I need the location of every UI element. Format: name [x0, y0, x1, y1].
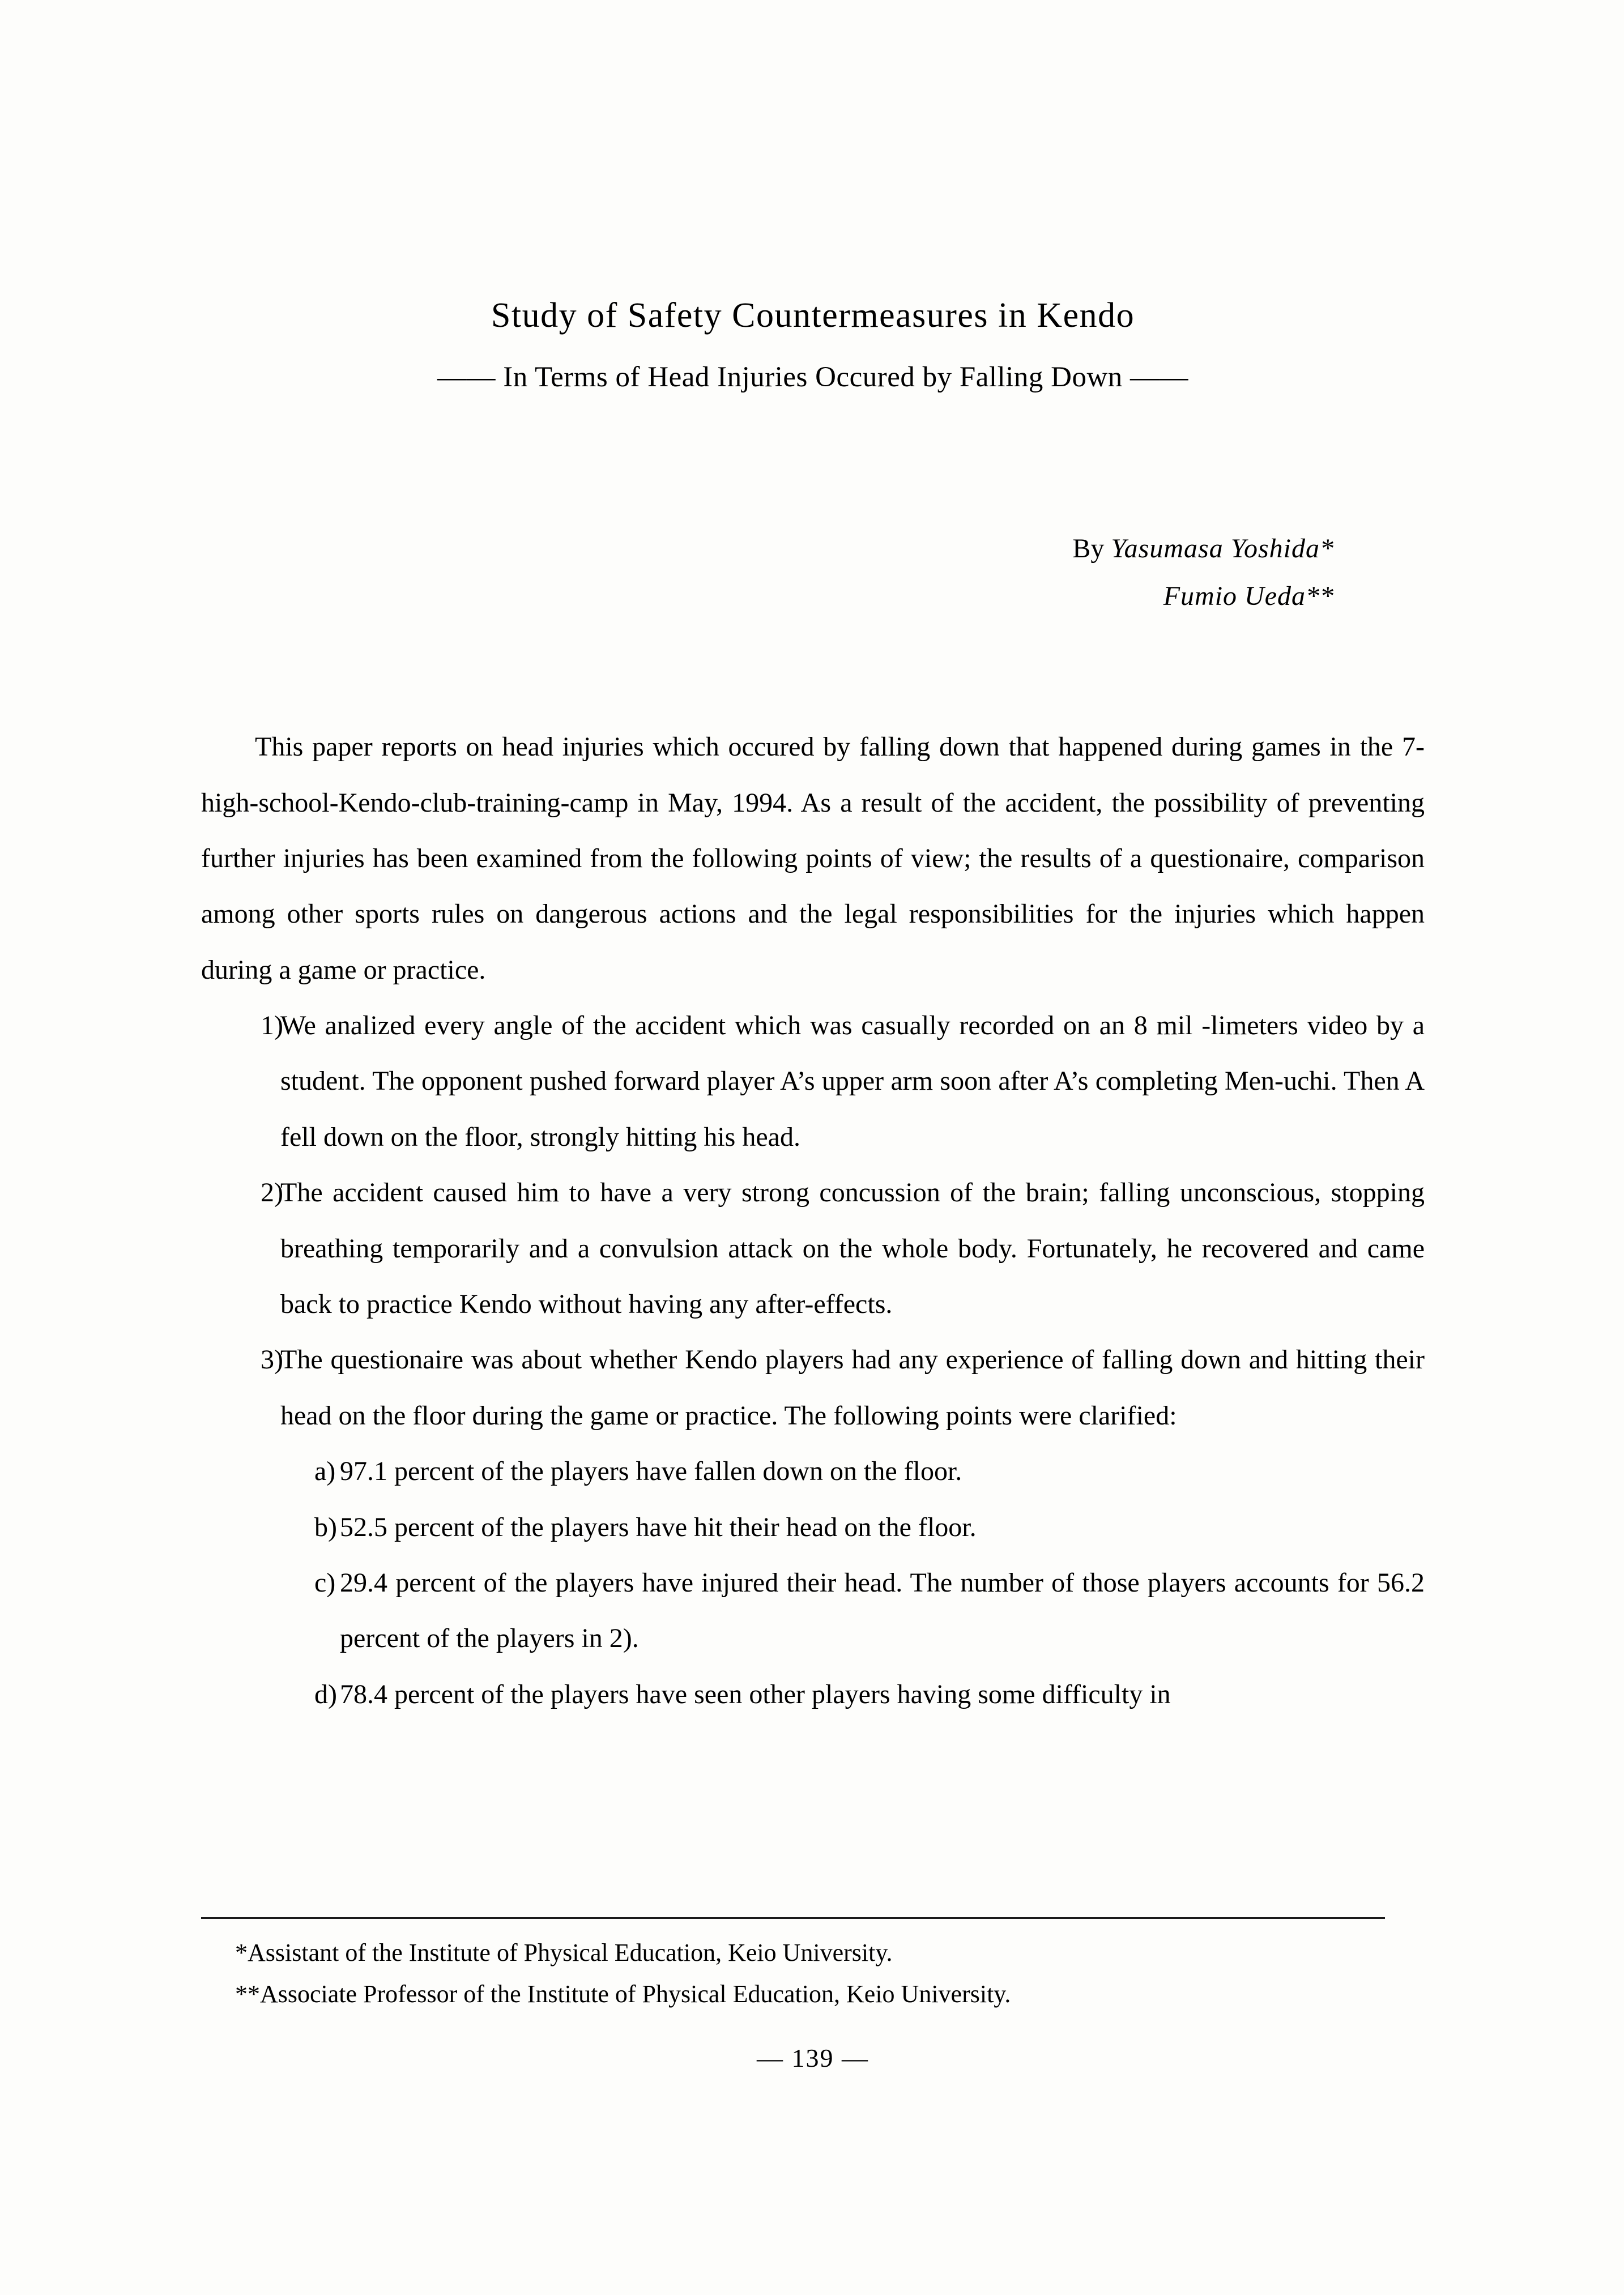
lettered-item-a-text: 97.1 percent of the players have fallen down on the floor.: [340, 1456, 962, 1487]
numbered-item-2: [201, 1165, 1425, 1332]
page-title: Study of Safety Countermeasures in Kendo: [491, 296, 1135, 335]
lettered-item-a-marker: a): [314, 1456, 336, 1487]
page-number: — 139 —: [757, 2044, 869, 2073]
numbered-item-1-marker: 1): [261, 1010, 283, 1041]
lettered-item-b-marker: b): [314, 1512, 337, 1542]
numbered-item-1-text: We analized every angle of the accident which was casually recorded on an 8 mil -limeters video by a student. The opponent pushed forward player A’s upper arm soon after A’s completing Men-uchi. Then A fell down on the floor, strongly hitting his head.: [280, 1010, 1425, 1152]
byline-line-1: [201, 525, 1334, 573]
byline: [201, 525, 1425, 620]
footnotes: [201, 1933, 1425, 2015]
numbered-item-3-marker: 3): [261, 1345, 283, 1375]
lettered-item-b: [201, 1500, 1425, 1555]
author-name-primary: Yasumasa Yoshida*: [1111, 534, 1334, 564]
body-text: [201, 719, 1425, 1722]
numbered-item-3: [201, 1332, 1425, 1444]
lettered-item-d-text: 78.4 percent of the players have seen other players having some difficulty in: [340, 1679, 1171, 1709]
lettered-item-d: [201, 1667, 1425, 1722]
page-subtitle: —— In Terms of Head Injuries Occured by Falling Down ——: [437, 361, 1189, 393]
byline-line-2: [201, 573, 1334, 620]
lettered-item-b-text: 52.5 percent of the players have hit their head on the floor.: [340, 1512, 977, 1542]
numbered-item-3-text: The questionaire was about whether Kendo players had any experience of falling down and hitting their head on the floor during the game or practice. The following points were clarified:: [280, 1345, 1425, 1431]
footnote-section: [201, 1917, 1425, 2073]
lettered-item-a: [201, 1444, 1425, 1499]
lettered-item-d-marker: d): [314, 1679, 337, 1709]
lettered-item-c-text: 29.4 percent of the players have injured their head. The number of those players accounts for 56.2 percent of the players in 2).: [340, 1567, 1425, 1654]
footnote-1: *Assistant of the Institute of Physical Education, Keio University.: [235, 1939, 893, 1966]
footnote-2: **Associate Professor of the Institute of Physical Education, Keio University.: [235, 1980, 1011, 2008]
numbered-item-1: [201, 998, 1425, 1165]
lettered-item-c: [201, 1555, 1425, 1667]
lettered-item-c-marker: c): [314, 1567, 336, 1598]
abstract-paragraph: This paper reports on head injuries which occured by falling down that happened during games in the 7-high-school-Kendo-club-training-camp in May, 1994. As a result of the accident, the possibility of preventing further injuries has been examined from the following points of view; the results of a questionaire, comparison among other sports rules on dangerous actions and the legal responsibilities for the injuries which happen during a game or practice.: [201, 732, 1425, 985]
page-content: [201, 0, 1425, 2295]
footnote-divider: [201, 1917, 1385, 1919]
numbered-item-2-text: The accident caused him to have a very strong concussion of the brain; falling unconscious, stopping breathing temporarily and a convulsion attack on the whole body. Fortunately, he recovered and came back to practice Kendo without having any after-effects.: [280, 1178, 1425, 1320]
numbered-item-2-marker: 2): [261, 1178, 283, 1208]
author-name-secondary: Fumio Ueda**: [1163, 581, 1334, 612]
byline-by-label: By: [1072, 534, 1105, 564]
